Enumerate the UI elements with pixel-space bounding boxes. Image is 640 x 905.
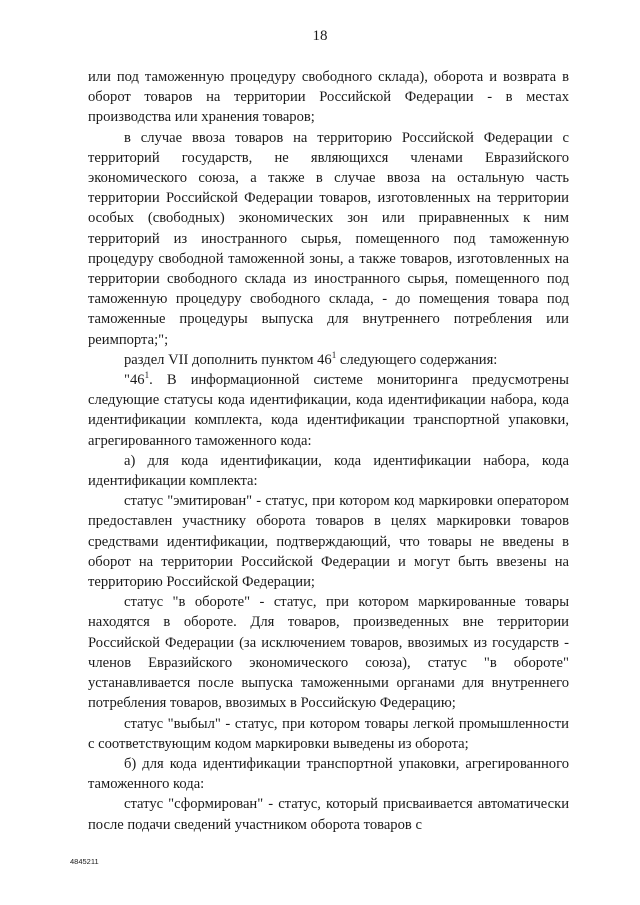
paragraph-text: раздел VII дополнить пунктом 46	[124, 351, 332, 368]
paragraph: в случае ввоза товаров на территорию Российской Федерации с территорий государств, не являющихся членами Евразийского экономического союза, а также в случае ввоза на остальную часть территории Российской Федерации товаров, изготовленных на территории особых (свободных) экономических зон или приравненных к ним территорий из иностранного сырья, помещенного под таможенную процедуру свободной таможенной зоны, а также товаров, изготовленных на территории свободного склада из иностранного сырья, помещенного под таможенную процедуру свободного склада, - до помещения товара под таможенные процедуры выпуска для внутреннего потребления или реимпорта;";	[88, 129, 569, 348]
page-number: 18	[312, 28, 328, 44]
paragraph-text: следующего содержания:	[336, 351, 498, 368]
paragraph: статус "сформирован" - статус, который присваивается автоматически после подачи сведений участником оборота товаров с	[88, 796, 569, 833]
document-code: 4845211	[70, 857, 99, 866]
paragraph: б) для кода идентификации транспортной упаковки, агрегированного таможенного кода:	[88, 755, 569, 793]
paragraph	[88, 350, 569, 370]
paragraph: а) для кода идентификации, кода идентификации набора, кода идентификации комплекта:	[88, 452, 569, 490]
paragraph: статус "эмитирован" - статус, при котором код маркировки оператором предоставлен участнику оборота товаров в целях маркировки товаров средствами идентификации, подтверждающий, что товары не введены в оборот на территории Российской Федерации и могут быть ввезены на территорию Российской Федерации;	[88, 493, 569, 591]
superscript: 1	[331, 349, 337, 360]
document-body	[88, 67, 569, 835]
superscript: 1	[144, 370, 150, 381]
paragraph-text: "46	[124, 372, 145, 389]
paragraph-text: . В информационной системе мониторинга предусмотрены следующие статусы кода идентификации, кода идентификации набора, кода идентификации комплекта, кода идентификации транспортной упаковки, агрегированного таможенного кода:	[88, 372, 569, 449]
paragraph: статус "в обороте" - статус, при котором маркированные товары находятся в обороте. Для товаров, произведенных вне территории Российской Федерации (за исключением товаров, ввозимых из государств - членов Евразийского экономического союза), статус "в обороте" устанавливается после выпуска таможенными органами для внутреннего потребления товаров, ввозимых в Российскую Федерацию;	[88, 594, 569, 712]
paragraph	[88, 370, 569, 451]
paragraph: или под таможенную процедуру свободного склада), оборота и возврата в оборот товаров на территории Российской Федерации - в местах производства или хранения товаров;	[88, 69, 569, 126]
paragraph: статус "выбыл" - статус, при котором товары легкой промышленности с соответствующим кодом маркировки выведены из оборота;	[88, 715, 569, 752]
